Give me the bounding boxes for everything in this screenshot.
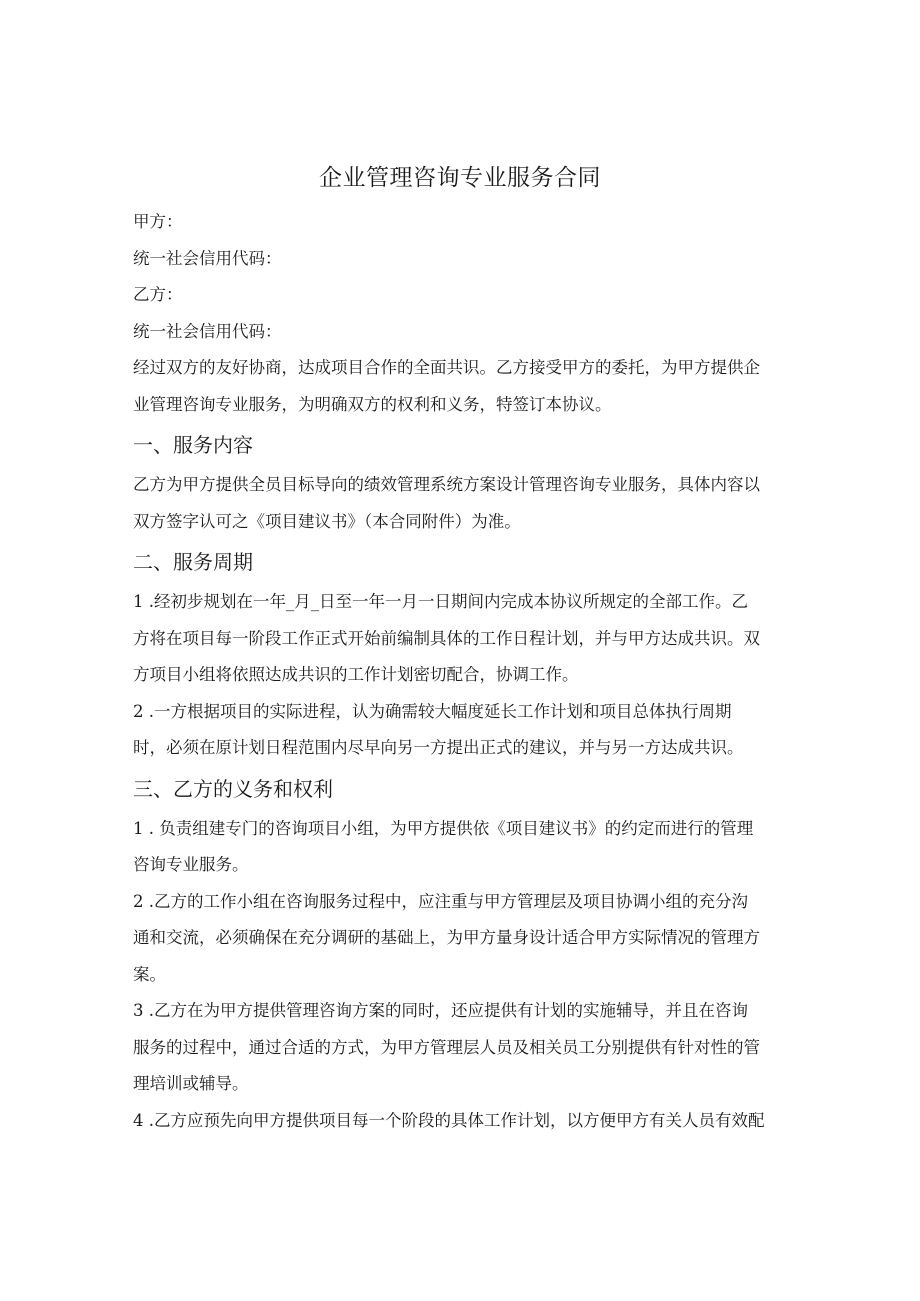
paragraph-line: 4 .乙方应预先向甲方提供项目每一个阶段的具体工作计划，以方便甲方有关人员有效配 — [133, 1110, 765, 1130]
section-service-content — [133, 423, 793, 540]
paragraph-line: 咨询专业服务。 — [133, 855, 249, 874]
intro-paragraph — [133, 350, 793, 423]
paragraph-line: 方项目小组将依照达成共识的工作计划密切配合，协调工作。 — [133, 665, 579, 684]
paragraph-line: 3 .乙方在为甲方提供管理咨询方案的同时，还应提供有计划的实施辅导，并且在咨询 — [133, 1001, 748, 1020]
paragraph-line: 双方签字认可之《项目建议书》（本合同附件）为准。 — [133, 511, 521, 531]
paragraph-line: 业管理咨询专业服务，为明确双方的权利和义务，特签订本协议。 — [133, 394, 612, 414]
party-a-line: 甲方： — [133, 212, 183, 231]
paragraph-line: 1 .经初步规划在一年_月_日至一年一月一日期间内完成本协议所规定的全部工作。乙 — [133, 592, 748, 611]
section-heading: 二、服务周期 — [133, 550, 253, 574]
paragraph-line: 服务的过程中，通过合适的方式，为甲方管理层人员及相关员工分别提供有针对性的管 — [133, 1037, 760, 1057]
section-party-b-obligations — [133, 767, 793, 1140]
paragraph-line: 案。 — [133, 964, 166, 984]
section-service-period — [133, 540, 793, 767]
section-heading: 三、乙方的义务和权利 — [133, 776, 333, 801]
paragraph-line: 2 .一方根据项目的实际进程，认为确需较大幅度延长工作计划和项目总体执行周期 — [133, 701, 732, 721]
paragraph-line: 方将在项目每一阶段工作正式开始前编制具体的工作日程计划，并与甲方达成共识。双 — [133, 628, 760, 648]
section-heading: 一、服务内容 — [133, 433, 253, 457]
paragraph-line: 1 . 负责组建专门的咨询项目小组，为甲方提供依《项目建议书》的约定而进行的管理 — [133, 818, 754, 838]
paragraph-line: 经过双方的友好协商，达成项目合作的全面共识。乙方接受甲方的委托，为甲方提供企 — [133, 358, 760, 377]
paragraph-line: 时，必须在原计划日程范围内尽早向另一方提出正式的建议，并与另一方达成共识。 — [133, 738, 744, 757]
document-body — [133, 204, 793, 1139]
party-a-credit-code-line: 统一社会信用代码： — [133, 248, 282, 268]
paragraph-line: 乙方为甲方提供全员目标导向的绩效管理系统方案设计管理咨询专业服务，具体内容以 — [133, 475, 760, 494]
document-title: 企业管理咨询专业服务合同 — [319, 165, 601, 191]
paragraph-line: 2 .乙方的工作小组在咨询服务过程中，应注重与甲方管理层及项目协调小组的充分沟 — [133, 891, 748, 911]
party-b-credit-code-line: 统一社会信用代码： — [133, 321, 282, 341]
paragraph-line: 通和交流，必须确保在充分调研的基础上，为甲方量身设计适合甲方实际情况的管理方 — [133, 928, 760, 947]
party-b-line: 乙方： — [133, 285, 183, 304]
paragraph-line: 理培训或辅导。 — [133, 1074, 249, 1093]
